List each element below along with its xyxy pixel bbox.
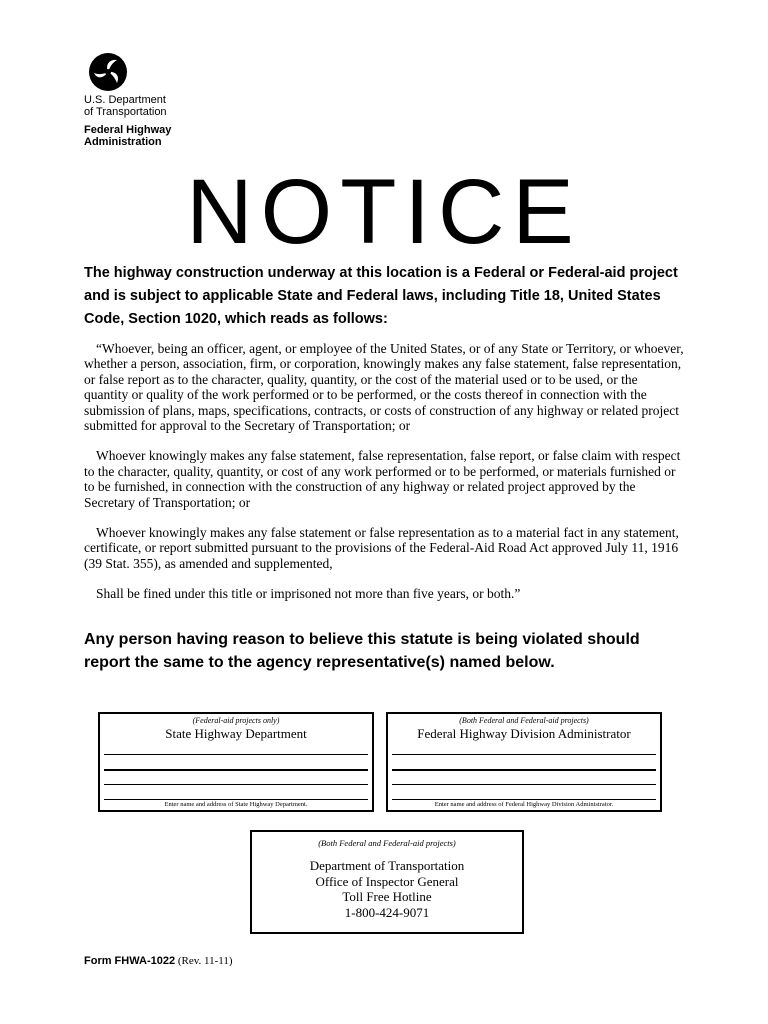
fhwa-division-box [386, 712, 662, 812]
agency-line2: of Transportation [84, 106, 167, 118]
entry-line[interactable] [104, 784, 368, 785]
entry-line[interactable] [392, 799, 656, 800]
oig-line2: Office of Inspector General [315, 873, 459, 889]
box-title: Federal Highway Division Administrator [417, 726, 631, 741]
agency-line1: U.S. Department [84, 94, 166, 106]
box-note: (Both Federal and Federal-aid projects) [459, 716, 589, 725]
entry-line[interactable] [392, 754, 656, 755]
entry-line[interactable] [392, 769, 656, 771]
entry-line[interactable] [104, 769, 368, 771]
box-note: (Federal-aid projects only) [192, 716, 280, 725]
report-instruction: Any person having reason to believe this statute is being violated should report the same to the agency representative(s) named below. [84, 631, 640, 671]
oig-line1: Department of Transportation [309, 858, 465, 873]
notice-title: NOTICE [186, 161, 582, 263]
oig-line3: Toll Free Hotline [342, 889, 432, 904]
box-footer: Enter name and address of State Highway Department. [164, 801, 308, 808]
box-footer: Enter name and address of Federal Highway Division Administrator. [434, 801, 614, 808]
statute-text [84, 341, 684, 602]
entry-line[interactable] [104, 799, 368, 800]
admin-line1: Federal Highway [84, 124, 172, 136]
statute-paragraph-4: Shall be fined under this title or imprisoned not more than five years, or both.” [96, 586, 521, 602]
entry-line[interactable] [104, 754, 368, 755]
agency-block [84, 94, 171, 148]
form-number [84, 955, 233, 967]
form-id: Form FHWA-1022 [84, 955, 176, 967]
oig-contact [252, 858, 522, 920]
statute-paragraph-2: Whoever knowingly makes any false statement, false representation, false report, or false claim with respect to the character, quality, quantity, or cost of any work performed or to be performed, or materials furnished or to be furnished, in connection with the construction of any highway or related project approved by the Secretary of Transportation; or [84, 448, 681, 510]
entry-line[interactable] [392, 784, 656, 785]
inspector-general-box [250, 830, 524, 934]
box-note: (Both Federal and Federal-aid projects) [318, 838, 456, 848]
oig-hotline-number: 1-800-424-9071 [344, 904, 430, 920]
state-highway-box [98, 712, 374, 812]
statute-paragraph-3: Whoever knowingly makes any false statement or false representation as to a material fact in any statement, certificate, or report submitted pursuant to the provisions of the Federal-Aid Road Act approved July 11, 1916 (39 Stat. 355), as amended and supplemented, [84, 525, 679, 571]
form-revision: (Rev. 11-11) [177, 955, 233, 967]
admin-line2: Administration [84, 136, 162, 148]
intro-paragraph: The highway construction underway at this location is a Federal or Federal-aid project and is subject to applicable State and Federal laws, including Title 18, United States Code, Section 1020, which reads as follows: [84, 265, 678, 327]
statute-paragraph-1: “Whoever, being an officer, agent, or employee of the United States, or of any State or Territory, or whoever, whether a person, association, firm, or corporation, knowingly makes any false statement, false representation, or false report as to the character, quality, quantity, or the cost of the material used or to be used, or the quantity or quality of the work performed or to be performed, or the costs thereof in connection with the submission of plans, maps, specifications, contracts, or costs of construction of any highway or related project submitted for approval to the Secretary of Transportation; or [84, 341, 684, 434]
dot-logo-icon [88, 52, 128, 92]
box-title: State Highway Department [165, 726, 307, 741]
